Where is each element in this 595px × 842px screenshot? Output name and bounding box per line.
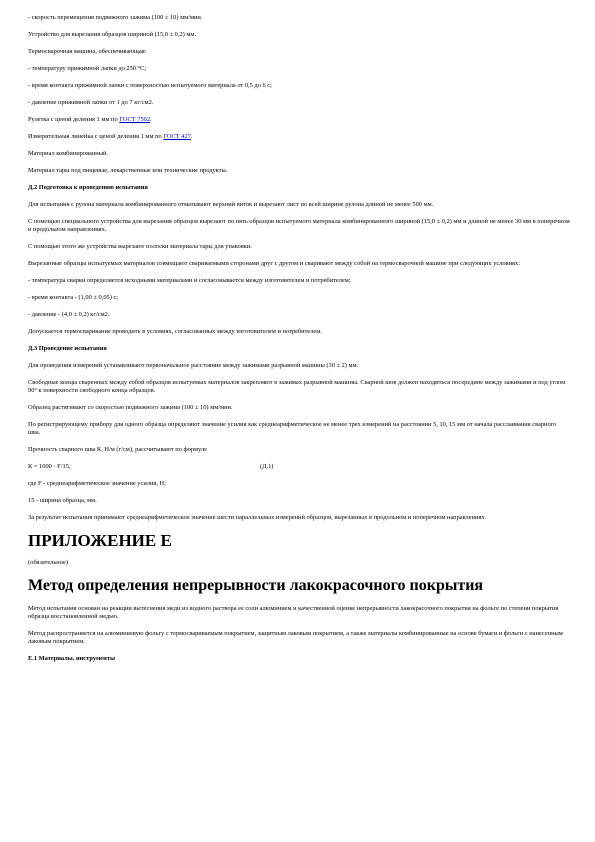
paragraph: - время контакта - (1,00 ± 0,05) с;: [28, 294, 119, 301]
gost-427-link[interactable]: ГОСТ 427: [163, 133, 191, 140]
paragraph: Устройство для вырезания образцов шириной (15,0 ± 0,2) мм.: [28, 31, 197, 38]
section-heading: Е.1 Материалы, инструменты: [28, 655, 115, 662]
appendix-status: (обязательное): [28, 559, 68, 566]
paragraph: Образец растягивают со скоростью подвижного зажима (100 ± 10) мм/мин.: [28, 404, 233, 411]
formula-expression: К = 1000 · F/15,: [28, 463, 71, 470]
paragraph: Для испытания с рулона материала комбинированного отматывают верхний виток и вырезают лист по всей ширине рулона длиной не менее 500 мм.: [28, 201, 434, 208]
measure-paragraph: [28, 133, 570, 141]
paragraph: Материал комбинированный.: [28, 150, 108, 157]
paragraph: - скорость перемещения подвижного зажима (100 ± 10) мм/мин.: [28, 14, 203, 21]
paragraph: 15 - ширина образца, мм.: [28, 497, 97, 504]
section-heading: Д.3 Проведение испытания: [28, 345, 107, 352]
measure-suffix: .: [190, 133, 193, 140]
paragraph: Вырезанные образцы испытуемых материалов совмещают свариваемыми сторонами друг с другом и сваривают между собой на термосварочной машине при следующих условиях:: [28, 260, 520, 267]
paragraph: Допускается термосваривание проводить в условиях, согласованных между изготовителем и потребителем.: [28, 328, 322, 335]
paragraph: Метод испытания основан на реакции вытеснения меди из водного раствора ее соли алюминием и качественной оценке непрерывности лакокрасочного покрытия на фольге по степени покрытия образца восстановленной медью.: [28, 605, 559, 620]
appendix-title: ПРИЛОЖЕНИЕ Е: [28, 531, 172, 550]
gost-7502-link[interactable]: ГОСТ 7502: [119, 116, 151, 123]
paragraph: - давление - (4,0 ± 0,2) кг/см2.: [28, 311, 110, 318]
method-title: Метод определения непрерывности лакокрасочного покрытия: [28, 577, 484, 594]
formula-number: (Д.1): [260, 463, 274, 470]
paragraph: Для проведения измерений устанавливают первоначальное расстояние между зажимами разрывной машины (30 ± 2) мм.: [28, 362, 359, 369]
ruler-text: Рулетка с ценой деления 1 мм по: [28, 116, 120, 123]
paragraph: Материал тары под пищевые, лекарственные или технические продукты.: [28, 167, 228, 174]
paragraph: С помощью специального устройства для вырезания образцов вырезают по пять образцов испытуемого материала комбинированного шириной (15,0 ± 0,2) мм и длиной не менее 30 мм в поперечном и продольном направлениях.: [28, 218, 570, 233]
paragraph: Термосварочная машина, обеспечивающая:: [28, 48, 147, 55]
paragraph: По регистрирующему прибору для одного образца определяют значение усилия как среднеарифметическое не менее трех измерений на расстоянии 5, 10, 15 мм от начала расслаивания сварного шва.: [28, 421, 557, 436]
paragraph: - давление прижимной лапки от 1 до 7 кг/см2.: [28, 99, 154, 106]
section-heading: Д.2 Подготовка к проведению испытания: [28, 184, 148, 191]
paragraph: - температура сварки определяется исходными материалами и согласовывается между изготовителем и потребителем;: [28, 277, 351, 284]
document-page: [28, 14, 570, 672]
paragraph: Метод распространяется на алюминиевую фольгу с термосвариваемым покрытием, защитным лаковым покрытием, а также материалы комбинированные на основе бумаги и фольги с нанесенным лаковым покрытием.: [28, 630, 563, 645]
paragraph: За результат испытания принимают среднеарифметическое значение шести параллельных измерений образцов, вырезанных в продольном и поперечном направлениях.: [28, 514, 487, 521]
paragraph: где F - среднеарифметическое значение усилия, Н;: [28, 480, 166, 487]
formula: [28, 463, 570, 471]
ruler-paragraph: [28, 116, 570, 124]
ruler-suffix: .: [150, 116, 152, 123]
paragraph: Прочность сварного шва К, Н/м (г/см), рассчитывают по формуле: [28, 446, 207, 453]
measure-text: Измерительная линейка с ценой деления 1 мм по: [28, 133, 164, 140]
paragraph: - температуру прижимной лапки до 250 °С;: [28, 65, 147, 72]
paragraph: - время контакта прижимной лапки с поверхностью испытуемого материала от 0,5 до 6 с;: [28, 82, 272, 89]
paragraph: Свободные концы сваренных между собой образцов испытуемых материалов закрепляют в зажимах разрывной машины. Сварной шов должен находиться посередине между зажимами и под углом 90° к поверхности свободного конца образцов.: [28, 379, 566, 394]
paragraph: С помощью этого же устройства вырезают полоски материала тары для упаковки.: [28, 243, 252, 250]
